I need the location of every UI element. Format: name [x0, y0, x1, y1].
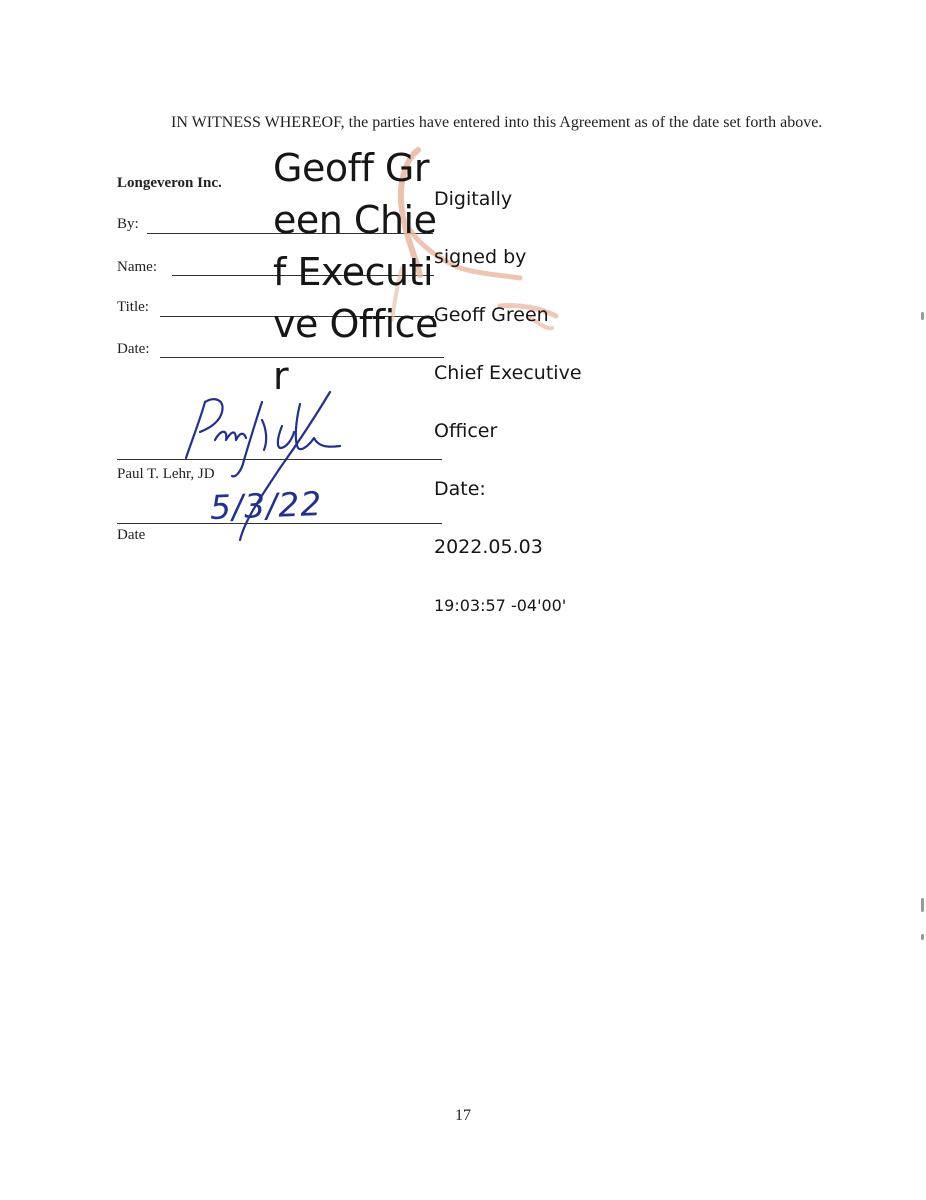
scan-edge-mark: [921, 312, 924, 320]
sig-detail-line: signed by: [434, 246, 527, 268]
handwritten-date: 5/3/22: [209, 484, 323, 527]
sig-detail-line: Officer: [434, 420, 498, 442]
sig-detail-line: Chief Executive: [434, 362, 582, 384]
scan-edge-mark: [921, 934, 924, 940]
signer-date-line: [117, 523, 442, 524]
title-label: Title:: [117, 299, 149, 315]
scan-edge-mark: [921, 898, 924, 912]
sig-detail-line: 2022.05.03: [434, 536, 543, 558]
sig-detail-line: Geoff Green: [434, 304, 549, 326]
sig-detail-line: Digitally: [434, 188, 513, 210]
page-number: 17: [455, 1107, 471, 1124]
company-name: Longeveron Inc.: [117, 175, 222, 191]
by-label: By:: [117, 216, 139, 232]
name-label: Name:: [117, 259, 157, 275]
witness-paragraph: IN WITNESS WHEREOF, the parties have entered into this Agreement as of the date set forth above.: [171, 114, 823, 131]
date-field-label: Date:: [117, 341, 150, 357]
signer-date-label: Date: [117, 527, 146, 543]
signer-name: Paul T. Lehr, JD: [117, 466, 215, 482]
sig-detail-timestamp: 19:03:57 -04'00': [434, 596, 567, 615]
digital-signature-name: Geoff Green Chief Executive Officer: [273, 146, 438, 398]
sig-detail-line: Date:: [434, 478, 486, 500]
signer-signature-line: [117, 459, 442, 460]
